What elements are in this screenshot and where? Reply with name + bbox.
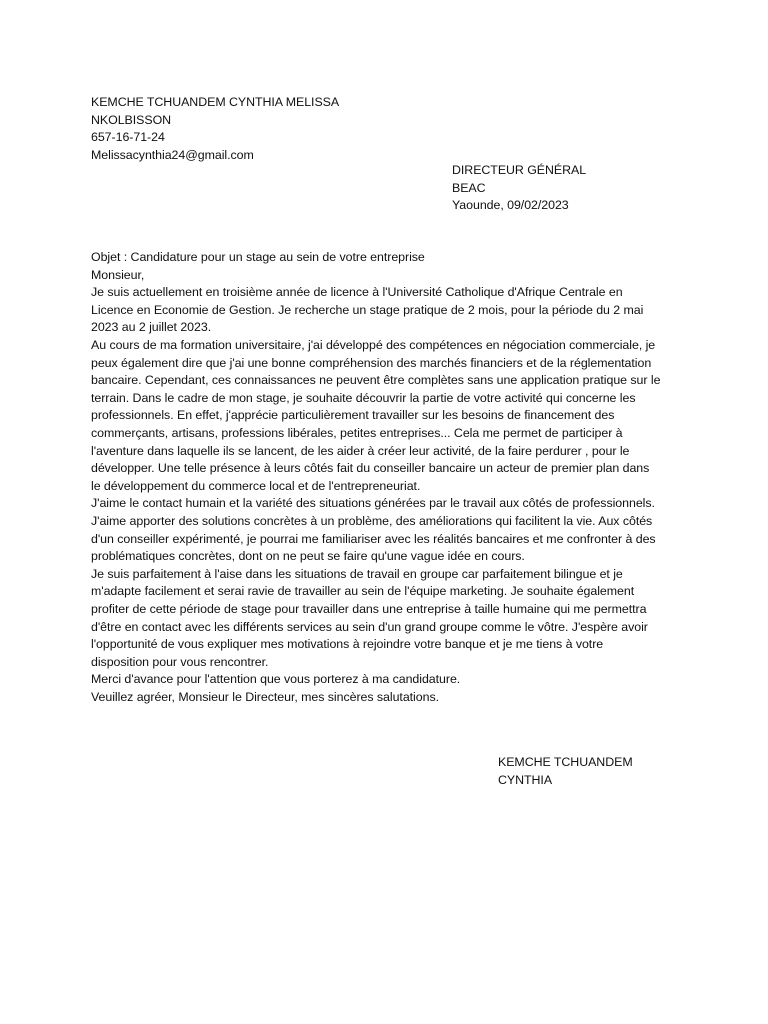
body-line: le développement du commerce local et de l'entrepreneuriat.: [91, 478, 421, 493]
body-line: l'aventure dans laquelle ils se lancent, de les aider à créer leur activité, de la faire perdurer , pour le: [91, 443, 630, 458]
body-line: Je suis actuellement en troisième année de licence à l'Université Catholique d'Afrique Centrale en: [91, 285, 623, 300]
body-line: terrain. Dans le cadre de mon stage, je souhaite découvrir la partie de votre activité qui concerne les: [91, 390, 636, 405]
body-line: profiter de cette période de stage pour travailler dans une entreprise à taille humaine qui me permettra: [91, 602, 647, 616]
body-line: J'aime le contact humain et la variété des situations générées par le travail aux côtés de professionnels.: [91, 496, 655, 511]
salutation: Monsieur,: [91, 267, 145, 282]
signature-block: [498, 754, 748, 792]
recipient-organization: BEAC: [452, 180, 486, 195]
sender-block: [91, 94, 451, 166]
sender-name: KEMCHE TCHUANDEM CYNTHIA MELISSA: [91, 95, 340, 109]
body-line: bancaire. Cependant, ces connaissances ne peuvent être complètes sans une application pratique sur le: [91, 373, 661, 388]
place-date: Yaounde, 09/02/2023: [452, 198, 569, 213]
body-line: problématiques concrètes, dont on ne peut se faire qu'une vague idée en cours.: [91, 549, 525, 564]
body-line: m'adapte facilement et serai ravie de travailler au sein de l'équipe marketing. Je souhaite également: [91, 584, 635, 599]
body-line: Licence en Economie de Gestion. Je recherche un stage pratique de 2 mois, pour la période du 2 mai: [91, 302, 644, 317]
body-line: professionnels. En effet, j'apprécie particulièrement travailler sur les besoins de financement des: [91, 408, 615, 423]
sender-city: NKOLBISSON: [91, 112, 172, 127]
body-line: Je suis parfaitement à l'aise dans les situations de travail en groupe car parfaitement bilingue et je: [91, 566, 623, 581]
body-line: peux également dire que j'ai une bonne compréhension des marchés financiers et de la réglementation: [91, 355, 652, 370]
closing-formula: Veuillez agréer, Monsieur le Directeur, mes sincères salutations.: [91, 690, 439, 704]
body-line: l'opportunité de vous expliquer mes motivations à rejoindre votre banque et je me tiens à votre: [91, 637, 604, 652]
sender-phone: 657-16-71-24: [91, 130, 165, 145]
body-line: d'un conseiller expérimenté, je pourrai me familiariser avec les réalités bancaires et me confronter à des: [91, 531, 656, 546]
closing-thanks: Merci d'avance pour l'attention que vous porterez à ma candidature.: [91, 672, 461, 687]
body-line: Au cours de ma formation universitaire, j'ai développé des compétences en négociation commerciale, je: [91, 338, 656, 352]
body-line: disposition pour vous rencontrer.: [91, 654, 269, 669]
body-line: J'aime apporter des solutions concrètes à un problème, des améliorations qui facilitent la vie. Aux côtés: [91, 514, 653, 528]
sender-email: Melissacynthia24@gmail.com: [91, 147, 254, 162]
signature-line-1: KEMCHE TCHUANDEM: [498, 755, 633, 769]
recipient-block: [452, 162, 752, 218]
letter-body: [91, 249, 691, 704]
body-line: d'être en contact avec les différents services au sein d'un grand groupe comme le vôtre. J'espère avoir: [91, 619, 648, 634]
body-line: commerçants, artisans, professions libérales, petites entreprises... Cela me permet de participer à: [91, 426, 623, 440]
body-line: 2023 au 2 juillet 2023.: [91, 320, 212, 335]
signature-line-2: CYNTHIA: [498, 772, 553, 787]
subject-line: Objet : Candidature pour un stage au sein de votre entreprise: [91, 250, 425, 264]
body-line: développer. Une telle présence à leurs côtés fait du conseiller bancaire un acteur de premier plan dans: [91, 461, 650, 476]
recipient-title: DIRECTEUR GÉNÉRAL: [452, 163, 587, 177]
